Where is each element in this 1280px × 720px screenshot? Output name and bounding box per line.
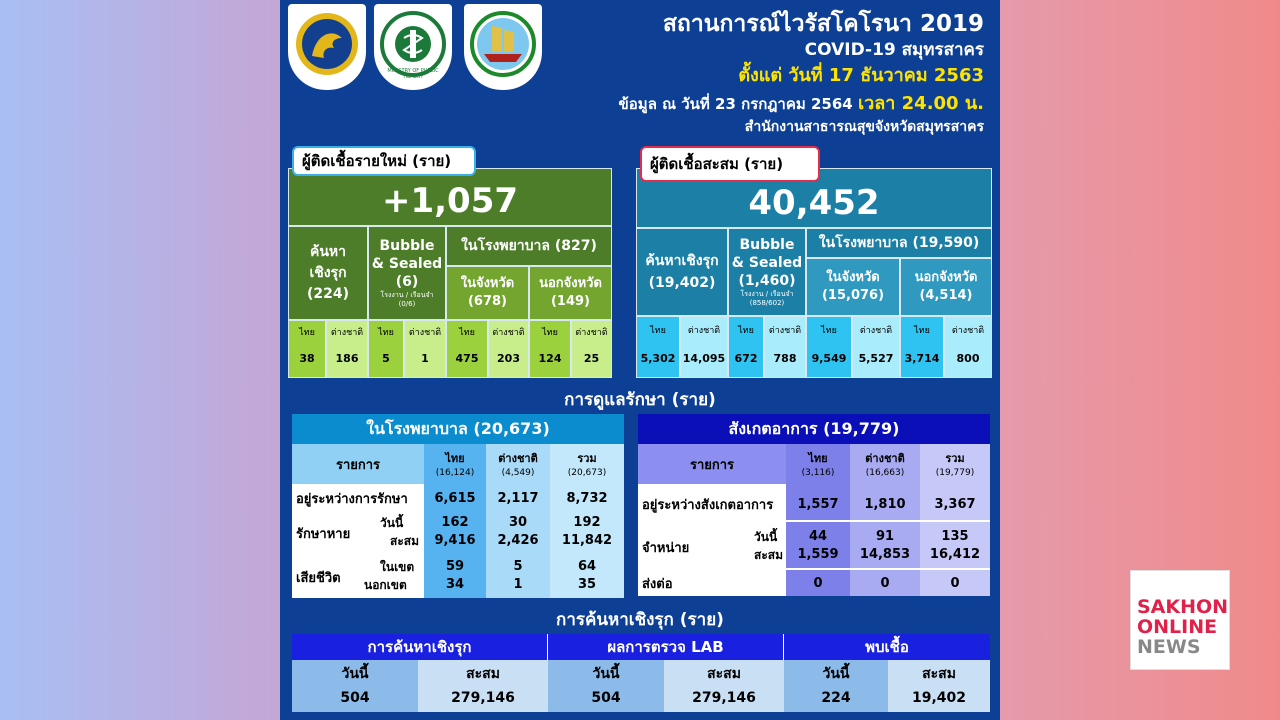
cum-out-province-count: (4,514) [919,288,973,303]
cum-in-province-count: (15,076) [821,288,885,303]
new-active-foreign [326,320,368,378]
new-bubble-sub: โรงงาน / เรือนจำ [380,291,434,299]
hospital-deaths-total-out: 35 [577,577,597,592]
foreign-label: ต่างชาติ [492,328,525,338]
cum-bubble-thai [728,316,764,378]
new-out-province-foreign [571,320,612,378]
new-in-province-label: ในจังหวัด [460,276,515,291]
hospital-col-total-label: รวม [577,452,597,465]
new-in-province-thai [446,320,488,378]
hospital-col-item: รายการ [292,444,424,484]
hospital-deaths-out-label: นอกเขต [364,578,407,592]
hospital-deaths-foreign-out: 1 [513,577,523,592]
thai-label: ไทย [650,326,666,336]
new-in-province-foreign [488,320,529,378]
cum-bubble-sealed [728,228,806,316]
hospital-recovered-thai-cum: 9,416 [434,533,476,548]
cum-bubble-sub2: (858/602) [749,299,785,307]
new-in-province-foreign-value: 203 [497,352,520,365]
hospital-recovered-total-today: 192 [573,515,601,530]
new-bubble-sub2: (0/6) [398,300,416,308]
new-bubble-thai-value: 5 [382,352,390,365]
observe-discharged-foreign-cum: 14,853 [859,547,911,562]
cum-active-thai-value: 5,302 [640,352,676,365]
cum-bubble-sub: โรงงาน / เรือนจำ [740,290,794,298]
observe-row-observing-label: อยู่ระหว่างสังเกตอาการ [642,497,774,513]
observe-col-total-label: รวม [945,452,965,465]
observe-discharged-today-label: วันนี้ [754,530,778,544]
covid-infographic [280,0,1000,720]
new-out-province [529,266,612,320]
cum-bubble-thai-value: 672 [734,352,758,365]
search-lab-today [548,660,664,712]
foreign-label: ต่างชาติ [768,326,802,336]
foreign-label: ต่างชาติ [575,328,608,338]
page-title: สถานการณ์ไวรัสโคโรนา 2019 [662,11,984,37]
since-date: ตั้งแต่ วันที่ 17 ธันวาคม 2563 [738,65,984,86]
observe-row-referred-label: ส่งต่อ [642,576,673,592]
observe-divider-2 [638,568,990,570]
search-col-active-title: การค้นหาเชิงรุก [292,634,548,660]
observe-col-foreign [850,444,920,484]
search-col-lab-title: ผลการตรวจ LAB [548,634,784,660]
cum-active-count: (19,402) [648,275,716,291]
cum-out-province-thai-value: 3,714 [904,352,940,365]
search-found-cum-value: 19,402 [911,690,967,706]
observe-observing-thai: 1,557 [797,496,839,512]
new-active-foreign-value: 186 [335,352,359,365]
new-active-label: ค้นหา เชิงรุก [309,243,347,281]
new-cases-label: ผู้ติดเชื้อรายใหม่ (ราย) [292,146,476,176]
cum-active-thai [636,316,680,378]
new-cases-total: +1,057 [288,168,612,226]
hospital-deaths-foreign [486,558,550,594]
hospital-deaths-foreign-in: 5 [513,559,523,574]
hospital-deaths-total [550,558,624,594]
hospital-col-thai-label: ไทย [445,452,465,465]
search-lab-cum [664,660,784,712]
hospital-row-treating-label: อยู่ระหว่างการรักษา [296,491,408,507]
search-lab-cum-label: สะสม [707,666,741,682]
hospital-recovered-thai [424,514,486,550]
new-out-province-thai [529,320,571,378]
new-bubble-label: Bubble & Sealed [371,238,443,272]
new-active-search [288,226,368,320]
observe-observing-foreign: 1,810 [864,496,906,512]
new-in-province-thai-value: 475 [455,352,479,365]
new-bubble-sealed [368,226,446,320]
observe-discharged-total [920,528,990,564]
thai-label: ไทย [821,326,837,336]
observe-referred-total: 0 [950,575,960,591]
hospital-col-thai-count: (16,124) [435,468,475,478]
new-bubble-count: (6) [395,274,419,290]
search-found-cum [888,660,990,712]
hospital-col-foreign [486,444,550,484]
foreign-label: ต่างชาติ [408,328,442,338]
new-out-province-foreign-value: 25 [583,352,600,365]
thai-label: ไทย [914,326,930,336]
cum-out-province-foreign [944,316,992,378]
hospital-recovered-foreign-today: 30 [508,515,528,530]
observe-referred-thai: 0 [813,575,823,591]
observe-discharged-foreign-today: 91 [875,529,895,544]
search-lab-today-value: 504 [591,690,621,706]
watermark-line-2: ONLINE [1137,616,1218,638]
search-active-cum [418,660,548,712]
cum-bubble-foreign [764,316,806,378]
observe-discharged-cum-label: สะสม [754,548,784,562]
hospital-col-foreign-count: (4,549) [501,468,535,478]
new-bubble-thai [368,320,404,378]
hospital-recovered-total [550,514,624,550]
cum-active-foreign [680,316,728,378]
cum-out-province-foreign-value: 800 [956,352,980,365]
ministry-public-health-seal-icon [374,4,452,90]
thai-label: ไทย [459,328,475,338]
search-active-cum-label: สะสม [466,666,500,682]
hospital-deaths-total-in: 64 [577,559,597,574]
watermark-line-1: SAKHON [1137,596,1229,618]
observe-discharged-foreign [850,528,920,564]
office-name: สำนักงานสาธารณสุขจังหวัดสมุทรสาคร [744,119,984,135]
search-col-found-title: พบเชื้อ [784,634,990,660]
search-active-cum-value: 279,146 [451,690,515,706]
cum-active-search [636,228,728,316]
hospital-deaths-thai-in: 59 [445,559,465,574]
search-section-title: การค้นหาเชิงรุก (ราย) [556,610,724,630]
cum-in-province-thai-value: 9,549 [811,352,847,365]
observe-col-item: รายการ [638,444,786,484]
observe-col-foreign-label: ต่างชาติ [865,452,905,465]
hospital-row-recovered-label: รักษาหาย [296,526,351,542]
new-out-province-label: นอกจังหวัด [539,276,602,291]
hospital-deaths-in-label: ในเขต [380,560,415,574]
foreign-label: ต่างชาติ [951,326,985,336]
hospital-recovered-total-cum: 11,842 [561,533,613,548]
hospital-deaths-thai [424,558,486,594]
hospital-recovered-today-label: วันนี้ [380,516,404,530]
hospital-treating-total: 8,732 [566,490,608,506]
foreign-label: ต่างชาติ [687,326,721,336]
cumulative-label: ผู้ติดเชื้อสะสม (ราย) [640,146,820,182]
observe-col-total-count: (19,779) [935,468,975,478]
search-active-today [292,660,418,712]
hospital-table-title: ในโรงพยาบาล (20,673) [292,414,624,444]
observe-discharged-thai-today: 44 [808,529,828,544]
observe-col-foreign-count: (16,663) [865,468,905,478]
new-bubble-foreign-value: 1 [421,352,429,365]
cum-active-label: ค้นหาเชิงรุก [645,253,719,269]
hospital-col-thai [424,444,486,484]
care-section-title: การดูแลรักษา (ราย) [564,390,716,410]
cum-active-foreign-value: 14,095 [682,352,726,365]
new-in-province-count: (678) [467,294,508,309]
cum-bubble-count: (1,460) [738,273,796,289]
thai-label: ไทย [738,326,754,336]
observe-discharged-total-cum: 16,412 [929,547,981,562]
hospital-col-total-count: (20,673) [567,468,607,478]
cum-in-province [806,258,900,316]
watermark-line-3: NEWS [1137,636,1201,658]
search-found-today [784,660,888,712]
observe-col-thai [786,444,850,484]
moph-caption: MINISTRY OF PUBLIC HEALTH [387,68,439,80]
data-date-line [619,88,984,117]
thai-label: ไทย [542,328,558,338]
new-in-province [446,266,529,320]
foreign-label: ต่างชาติ [859,326,893,336]
cum-bubble-foreign-value: 788 [773,352,797,365]
cum-in-province-label: ในจังหวัด [826,270,880,285]
cum-in-province-thai [806,316,852,378]
observe-discharged-thai-cum: 1,559 [797,547,839,562]
new-active-count: (224) [306,285,350,302]
search-lab-today-label: วันนี้ [592,666,620,682]
data-date: ข้อมูล ณ วันที่ 23 กรกฎาคม 2564 [618,95,853,113]
junk-ship-seal-icon [464,4,542,90]
observe-row-discharged-label: จำหน่าย [642,540,690,556]
new-hospital-header: ในโรงพยาบาล (827) [446,226,612,266]
search-lab-cum-value: 279,146 [692,690,756,706]
observe-col-thai-count: (3,116) [801,468,835,478]
search-found-today-value: 224 [821,690,851,706]
observe-table-title: สังเกตอาการ (19,779) [638,414,990,444]
sakhon-online-news-logo [1130,570,1230,670]
observe-discharged-thai [786,528,850,564]
hospital-col-total [550,444,624,484]
observe-discharged-total-today: 135 [941,529,969,544]
new-active-thai-value: 38 [299,352,315,365]
hospital-deaths-thai-out: 34 [445,577,465,592]
cum-out-province-label: นอกจังหวัด [914,270,978,285]
new-out-province-thai-value: 124 [538,352,562,365]
hospital-recovered-cum-label: สะสม [390,534,420,548]
hospital-treating-thai: 6,615 [434,490,476,506]
thai-label: ไทย [299,328,315,338]
cum-out-province-thai [900,316,944,378]
search-active-today-label: วันนี้ [341,666,369,682]
observe-referred-foreign: 0 [880,575,890,591]
page-subtitle: COVID-19 สมุทรสาคร [804,40,984,60]
new-out-province-count: (149) [550,294,591,309]
search-found-cum-label: สะสม [922,666,956,682]
foreign-label: ต่างชาติ [330,328,364,338]
observe-observing-total: 3,367 [934,496,976,512]
dragon-seal-icon [288,4,366,90]
cum-bubble-label: Bubble & Sealed [731,237,803,271]
data-time: เวลา 24.00 น. [857,93,984,114]
cum-out-province [900,258,992,316]
hospital-recovered-foreign-cum: 2,426 [497,533,539,548]
cum-in-province-foreign-value: 5,527 [858,352,894,365]
cumulative-total: 40,452 [636,168,992,228]
new-active-thai [288,320,326,378]
hospital-recovered-foreign [486,514,550,550]
cum-hospital-header: ในโรงพยาบาล (19,590) [806,228,992,258]
observe-col-thai-label: ไทย [808,452,828,465]
search-active-today-value: 504 [340,690,370,706]
hospital-recovered-thai-today: 162 [441,515,469,530]
hospital-treating-foreign: 2,117 [497,490,539,506]
observe-col-total [920,444,990,484]
hospital-row-deaths-label: เสียชีวิต [296,570,341,586]
cum-in-province-foreign [852,316,900,378]
search-found-today-label: วันนี้ [822,666,850,682]
new-bubble-foreign [404,320,446,378]
observe-divider-1 [638,520,990,522]
hospital-col-foreign-label: ต่างชาติ [498,452,538,465]
thai-label: ไทย [378,328,394,338]
